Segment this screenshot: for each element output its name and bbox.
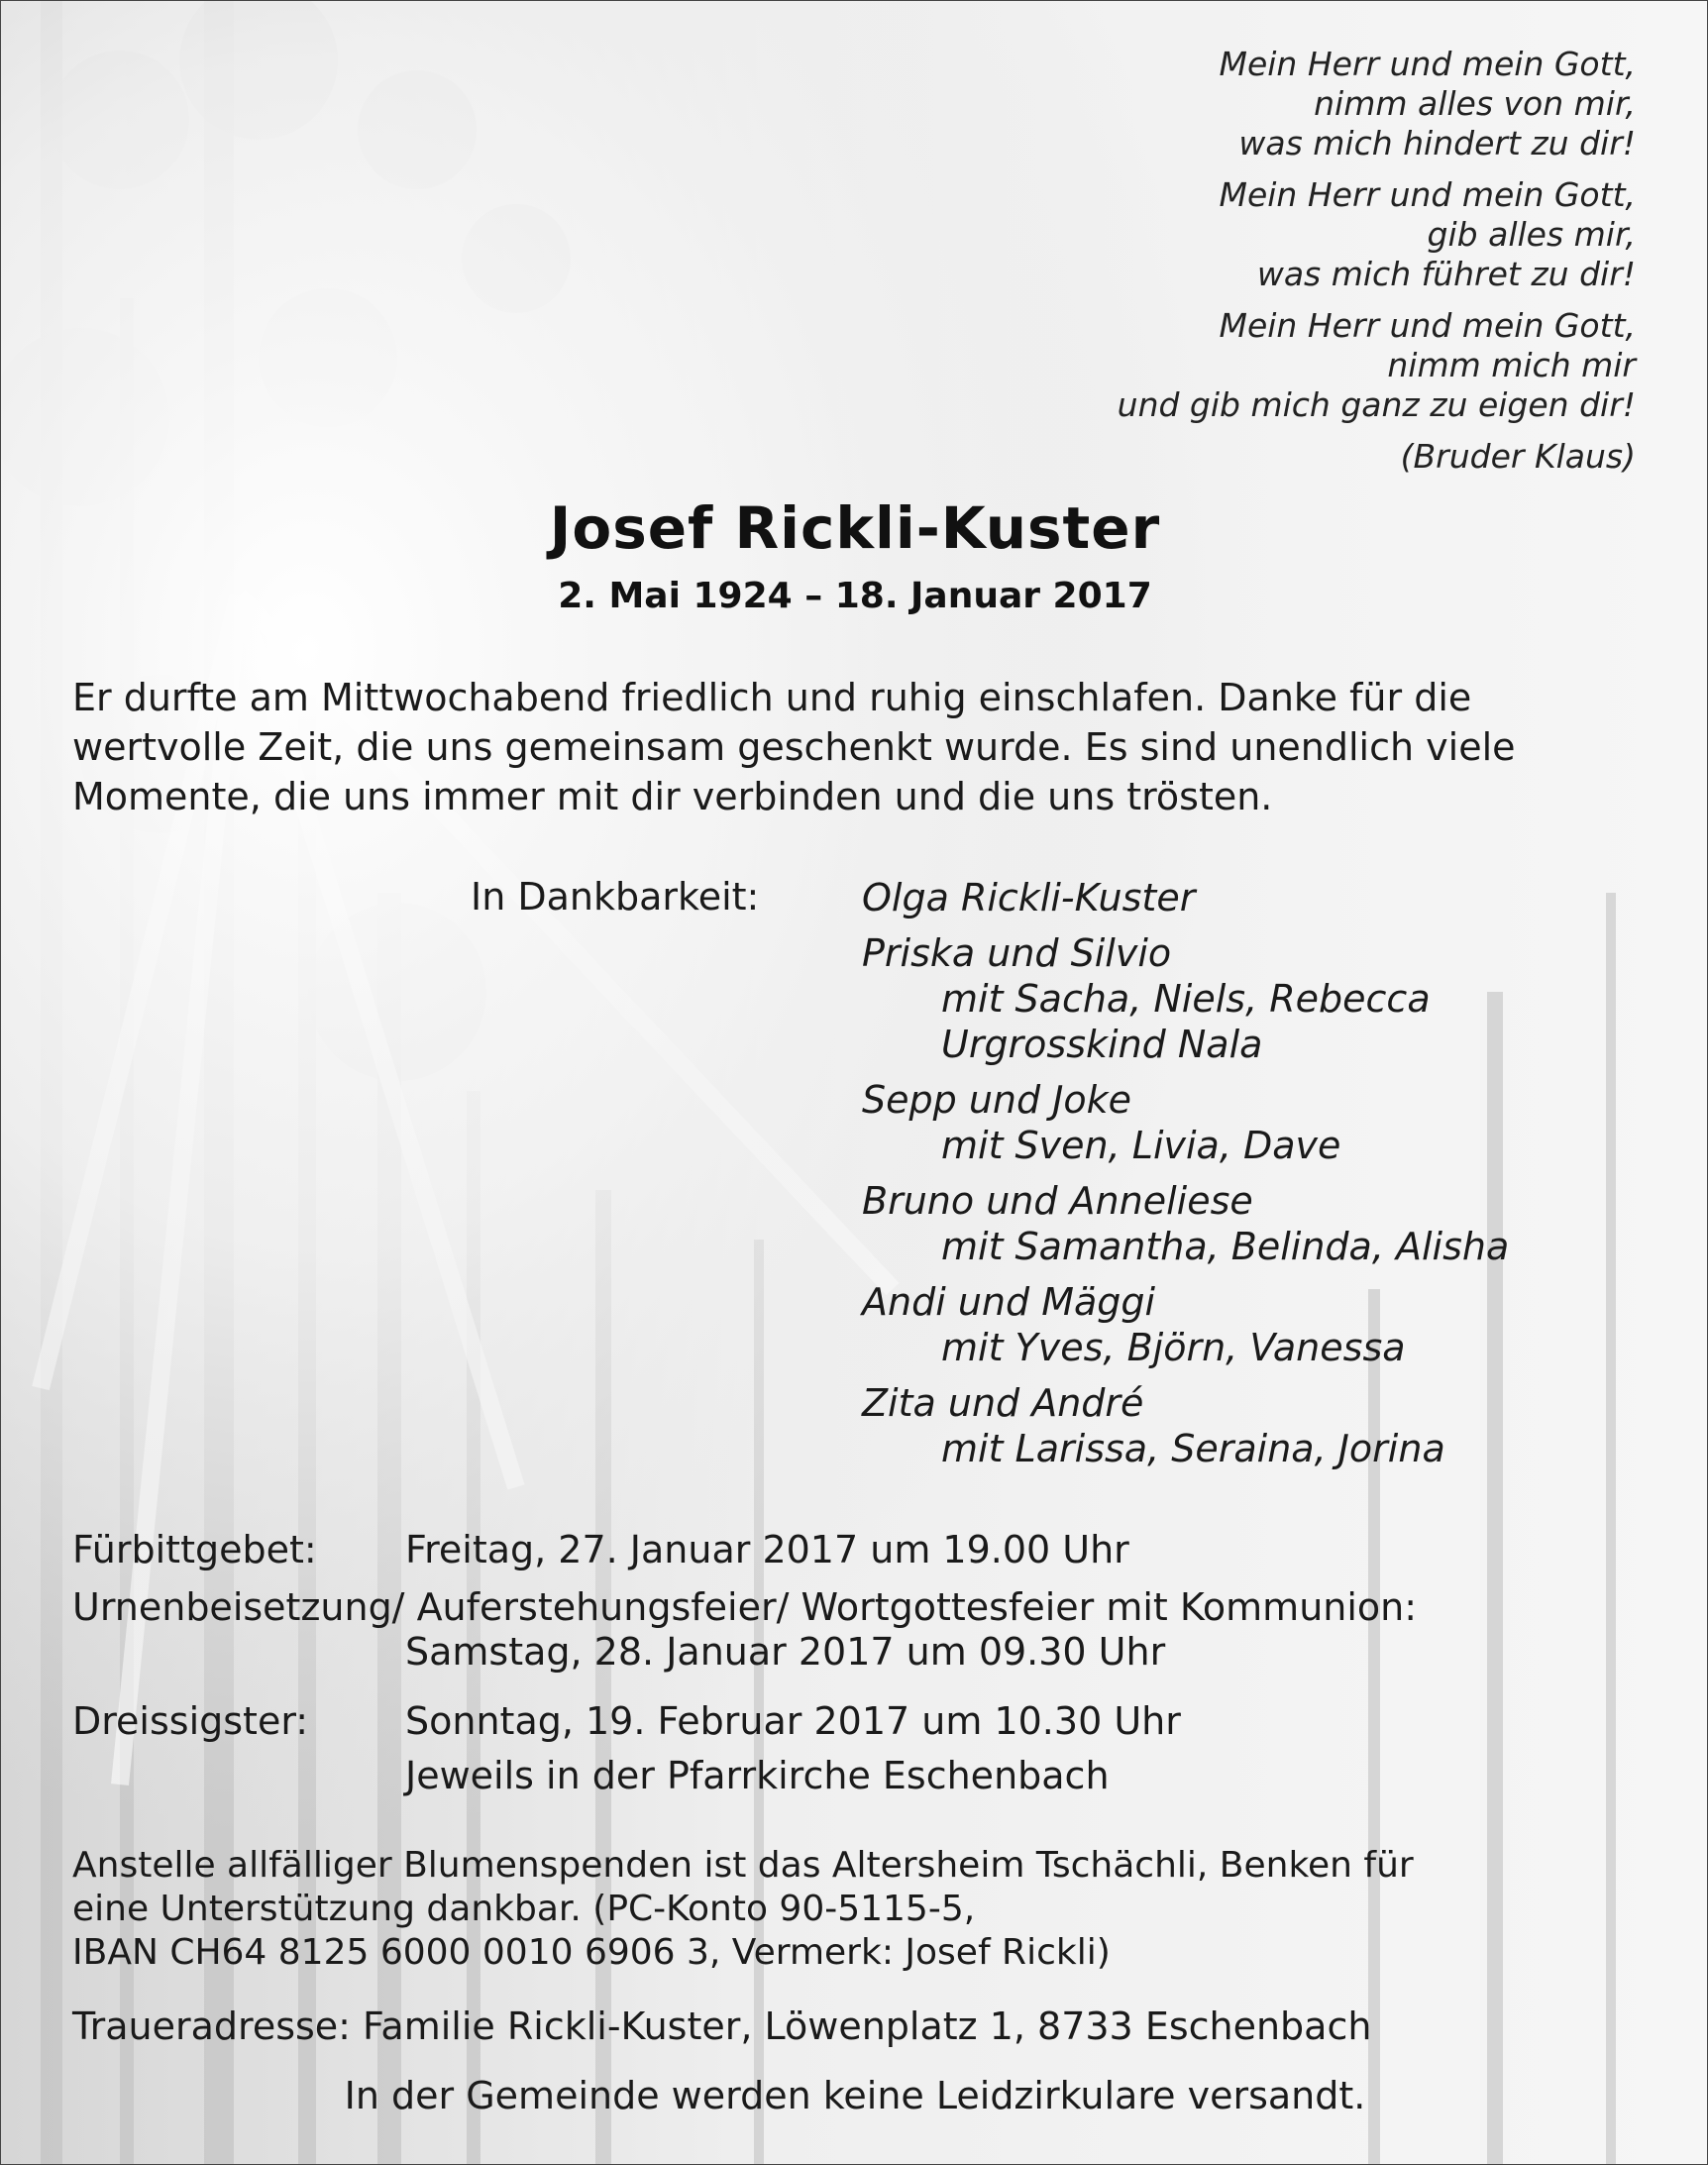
family-children: mit Sven, Livia, Dave bbox=[941, 1124, 1341, 1167]
deceased-name: Josef Rickli-Kuster bbox=[549, 494, 1161, 562]
service-location-text: Jeweils in der Pfarrkirche Eschenbach bbox=[405, 1754, 1110, 1797]
poem-line: und gib mich ganz zu eigen dir! bbox=[1117, 385, 1636, 424]
family-member: Priska und Silvio bbox=[862, 931, 1172, 975]
poem bbox=[1118, 45, 1636, 477]
thanks-label: In Dankbarkeit: bbox=[471, 875, 760, 919]
life-dates: 2. Mai 1924 – 18. Januar 2017 bbox=[558, 576, 1152, 616]
service-label: Dreissigster: bbox=[72, 1699, 309, 1743]
intro-line: Momente, die uns immer mit dir verbinden und die uns trösten. bbox=[72, 775, 1273, 818]
family-group bbox=[862, 1380, 1509, 1471]
family-group bbox=[862, 1077, 1509, 1168]
service-date: Freitag, 27. Januar 2017 um 19.00 Uhr bbox=[405, 1528, 1129, 1571]
circular-notice: In der Gemeinde werden keine Leidzirkulare versandt. bbox=[344, 2074, 1366, 2117]
poem-line: gib alles mir, bbox=[1427, 215, 1636, 254]
family-group bbox=[862, 930, 1509, 1067]
family-group bbox=[862, 1178, 1509, 1269]
service-label: Fürbittgebet: bbox=[72, 1528, 317, 1571]
family-children: mit Sacha, Niels, Rebecca bbox=[941, 977, 1431, 1021]
poem-line: nimm mich mir bbox=[1387, 346, 1636, 384]
intro-line: Er durfte am Mittwochabend friedlich und ruhig einschlafen. Danke für die bbox=[72, 676, 1472, 719]
donation-line: eine Unterstützung dankbar. (PC-Konto 90-5115-5, bbox=[72, 1889, 976, 1929]
family-children: mit Yves, Björn, Vanessa bbox=[941, 1326, 1406, 1369]
intro-text bbox=[72, 673, 1657, 821]
poem-attribution: (Bruder Klaus) bbox=[1400, 437, 1636, 476]
family-children: mit Larissa, Seraina, Jorina bbox=[941, 1427, 1445, 1470]
family-group bbox=[862, 1279, 1509, 1370]
service-date: Samstag, 28. Januar 2017 um 09.30 Uhr bbox=[405, 1630, 1166, 1674]
family-member: Zita und André bbox=[862, 1381, 1144, 1425]
poem-line: Mein Herr und mein Gott, bbox=[1219, 175, 1636, 214]
family-list bbox=[862, 875, 1509, 1481]
family-member: Olga Rickli-Kuster bbox=[862, 876, 1196, 920]
poem-line: was mich hindert zu dir! bbox=[1238, 124, 1636, 162]
donation-text bbox=[72, 1844, 1414, 1975]
poem-stanza bbox=[1118, 306, 1636, 425]
donation-line: Anstelle allfälliger Blumenspenden ist das Altersheim Tschächli, Benken für bbox=[72, 1845, 1414, 1886]
poem-line: Mein Herr und mein Gott, bbox=[1219, 306, 1636, 345]
service-date: Sonntag, 19. Februar 2017 um 10.30 Uhr bbox=[405, 1699, 1181, 1743]
poem-stanza bbox=[1118, 175, 1636, 294]
poem-line: Mein Herr und mein Gott, bbox=[1219, 45, 1636, 83]
donation-line: IBAN CH64 8125 6000 0010 6906 3, Vermerk: Josef Rickli) bbox=[72, 1932, 1111, 1973]
family-children: mit Samantha, Belinda, Alisha bbox=[941, 1225, 1510, 1268]
family-group bbox=[862, 875, 1509, 920]
poem-line: nimm alles von mir, bbox=[1314, 84, 1636, 123]
poem-line: was mich führet zu dir! bbox=[1256, 255, 1636, 293]
mourning-address: Traueradresse: Familie Rickli-Kuster, Löwenplatz 1, 8733 Eschenbach bbox=[72, 2004, 1372, 2048]
family-children: Urgrosskind Nala bbox=[941, 1023, 1263, 1066]
poem-stanza bbox=[1118, 45, 1636, 163]
intro-line: wertvolle Zeit, die uns gemeinsam geschenkt wurde. Es sind unendlich viele bbox=[72, 725, 1516, 769]
family-member: Bruno und Anneliese bbox=[862, 1179, 1253, 1223]
service-label: Urnenbeisetzung/ Auferstehungsfeier/ Wortgottesfeier mit Kommunion: bbox=[72, 1585, 1418, 1629]
family-member: Sepp und Joke bbox=[862, 1078, 1132, 1122]
family-member: Andi und Mäggi bbox=[862, 1280, 1156, 1324]
